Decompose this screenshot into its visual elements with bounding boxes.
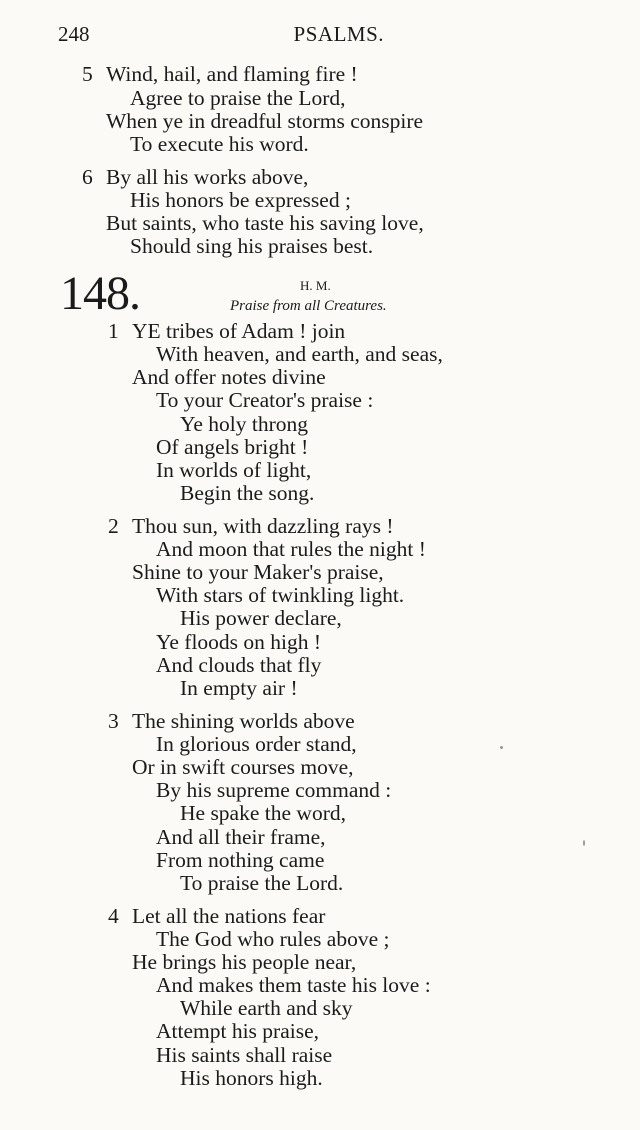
print-speck xyxy=(500,746,503,749)
verse-line: In worlds of light, xyxy=(156,458,312,482)
print-speck xyxy=(583,840,585,846)
verse-line: To praise the Lord. xyxy=(180,871,344,895)
verse-line: From nothing came xyxy=(156,848,325,872)
stanza-line: When ye in dreadful storms conspire xyxy=(106,109,424,133)
page-header xyxy=(58,22,384,52)
verse-line: And all their frame, xyxy=(156,825,326,849)
running-title: PSALMS. xyxy=(293,22,384,46)
verse-line: To your Creator's praise : xyxy=(156,388,374,412)
verse-line: His saints shall raise xyxy=(156,1043,333,1067)
stanza-line: Should sing his praises best. xyxy=(130,234,374,258)
verse-line: He brings his people near, xyxy=(132,950,357,974)
verse-line: His power declare, xyxy=(180,606,342,630)
stanza-line: To execute his word. xyxy=(130,132,309,156)
verse-line: Or in swift courses move, xyxy=(132,755,354,779)
stanza-line: His honors be expressed ; xyxy=(130,188,351,212)
page-number: 248 xyxy=(58,22,90,46)
verse-line: Begin the song. xyxy=(180,481,315,505)
verse-line: The God who rules above ; xyxy=(156,927,390,951)
stanza-line: But saints, who taste his saving love, xyxy=(106,211,424,235)
verse-line: 2 Thou sun, with dazzling rays ! xyxy=(108,514,394,538)
verse-number: 5 xyxy=(82,62,93,86)
verse-line: While earth and sky xyxy=(180,996,353,1020)
verse-number: 2 xyxy=(108,514,119,538)
verse-line: Attempt his praise, xyxy=(156,1019,320,1043)
verse-line: He spake the word, xyxy=(180,801,346,825)
verse-line: 4 Let all the nations fear xyxy=(108,904,326,928)
verse-number: 3 xyxy=(108,709,119,733)
verse-line: And offer notes divine xyxy=(132,365,326,389)
stanza-line: 5 Wind, hail, and flaming fire ! xyxy=(82,62,358,86)
verse-line: Ye holy throng xyxy=(180,412,309,436)
verse-line: And makes them taste his love : xyxy=(156,973,431,997)
verse-number: 4 xyxy=(108,904,119,928)
verse-line: His honors high. xyxy=(180,1066,323,1090)
verse-line: And moon that rules the night ! xyxy=(156,537,426,561)
verse-line: In glorious order stand, xyxy=(156,732,357,756)
verse-line: With stars of twinkling light. xyxy=(156,583,405,607)
verse-line: In empty air ! xyxy=(180,676,298,700)
stanza-line: Agree to praise the Lord, xyxy=(130,86,346,110)
verse-line: 1 YE tribes of Adam ! join xyxy=(108,319,346,343)
verse-line: Shine to your Maker's praise, xyxy=(132,560,384,584)
verse-line: With heaven, and earth, and seas, xyxy=(156,342,443,366)
hymn-subtitle: Praise from all Creatures. xyxy=(230,298,387,314)
verse-line: And clouds that fly xyxy=(156,653,322,677)
stanza-line: 6 By all his works above, xyxy=(82,165,309,189)
hymn-meter: H. M. xyxy=(300,278,331,293)
verse-line: By his supreme command : xyxy=(156,778,392,802)
verse-number: 1 xyxy=(108,319,119,343)
verse-line: Of angels bright ! xyxy=(156,435,309,459)
verse-line: Ye floods on high ! xyxy=(156,630,322,654)
verse-number: 6 xyxy=(82,165,93,189)
verse-line: 3 The shining worlds above xyxy=(108,709,355,733)
hymn-number: 148. xyxy=(60,267,140,320)
